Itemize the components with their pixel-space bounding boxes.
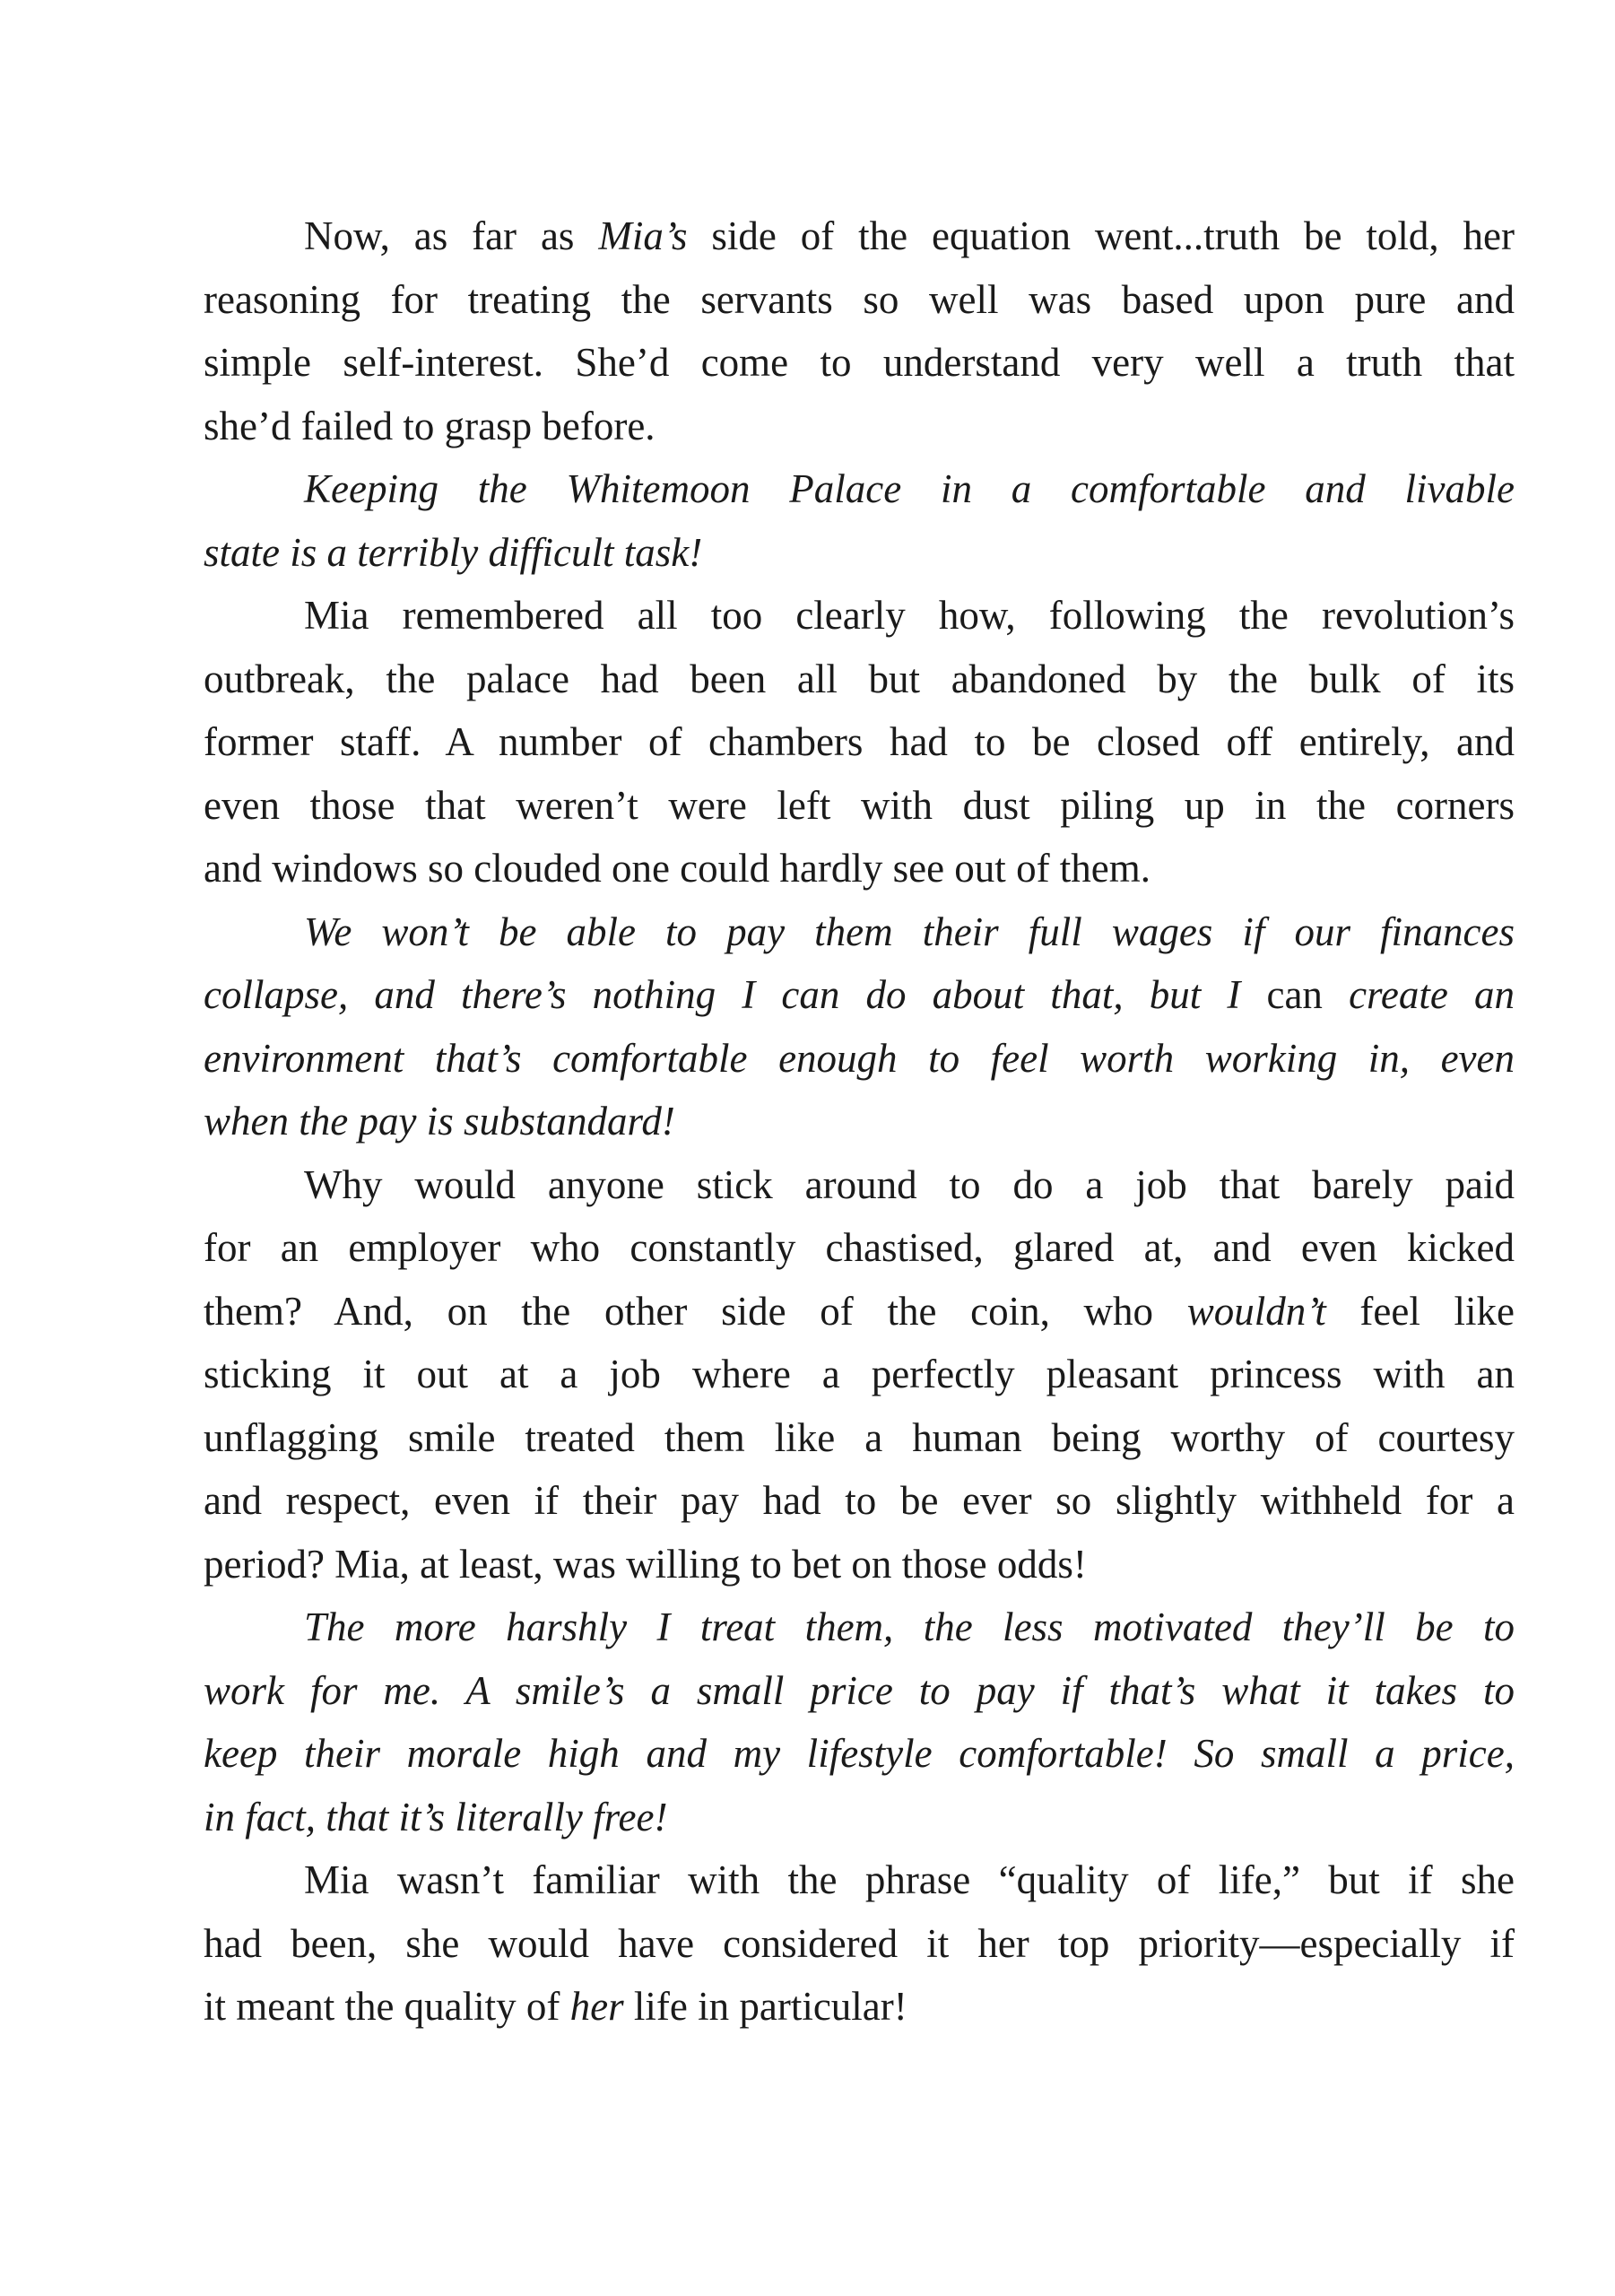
paragraph	[204, 204, 1515, 457]
text-line	[204, 774, 1515, 838]
text-line	[204, 1027, 1515, 1091]
text-line	[204, 1912, 1515, 1976]
text-run: state is a terribly difficult task!	[204, 529, 703, 575]
text-line	[204, 1343, 1515, 1406]
text-run: Mia remembered all too clearly how, following the revolution’s	[304, 593, 1515, 638]
text-line	[204, 710, 1515, 774]
text-line	[204, 1153, 1515, 1217]
text-line	[204, 1659, 1515, 1723]
text-run: collapse, and there’s nothing I can do about that, but I	[204, 972, 1267, 1017]
text-run: side of the equation went...truth be told, her	[687, 213, 1515, 258]
text-run: unflagging smile treated them like a human being worthy of courtesy	[204, 1414, 1515, 1460]
text-run: Mia wasn’t familiar with the phrase “quality of life,” but if she	[304, 1857, 1515, 1902]
text-line	[204, 1975, 1515, 2039]
text-run: Now, as far as	[304, 213, 599, 258]
emphasis-run: her	[569, 1984, 624, 2029]
book-page	[204, 204, 1515, 2039]
text-run: keep their morale high and my lifestyle comfortable! So small a price,	[204, 1731, 1515, 1776]
text-line	[204, 963, 1515, 1027]
paragraph	[204, 457, 1515, 584]
text-run: in fact, that it’s literally free!	[204, 1794, 668, 1839]
text-line	[204, 1469, 1515, 1533]
text-run: for an employer who constantly chastised, glared at, and even kicked	[204, 1225, 1515, 1270]
text-run: she’d failed to grasp before.	[204, 403, 656, 448]
text-line	[204, 1090, 1515, 1153]
text-run: Keeping the Whitemoon Palace in a comfortable and livable	[304, 466, 1515, 511]
text-run: simple self-interest. She’d come to understand very well a truth that	[204, 340, 1515, 385]
text-run: work for me. A smile’s a small price to pay if that’s what it takes to	[204, 1667, 1515, 1713]
emphasis-run: wouldn’t	[1186, 1288, 1326, 1334]
paragraph	[204, 1153, 1515, 1596]
text-run: them? And, on the other side of the coin, who	[204, 1288, 1187, 1334]
text-line	[204, 1216, 1515, 1280]
paragraph	[204, 900, 1515, 1153]
text-run: outbreak, the palace had been all but abandoned by the bulk of its	[204, 656, 1515, 701]
text-line	[204, 268, 1515, 332]
text-run: life in particular!	[623, 1984, 907, 2029]
text-run: and respect, even if their pay had to be ever so slightly withheld for a	[204, 1478, 1515, 1523]
text-line	[204, 395, 1515, 458]
text-run: We won’t be able to pay them their full wages if our finances	[304, 909, 1515, 954]
text-line	[204, 837, 1515, 900]
text-line	[204, 1786, 1515, 1849]
text-run: reasoning for treating the servants so well was based upon pure and	[204, 276, 1515, 322]
text-run: and windows so clouded one could hardly see out of them.	[204, 846, 1151, 891]
text-line	[204, 1596, 1515, 1659]
text-run: had been, she would have considered it her top priority—especially if	[204, 1920, 1515, 1966]
text-line	[204, 1722, 1515, 1786]
text-line	[204, 457, 1515, 521]
text-line	[204, 204, 1515, 268]
text-run: feel like	[1325, 1288, 1515, 1334]
text-line	[204, 521, 1515, 585]
text-line	[204, 1280, 1515, 1344]
text-run: Why would anyone stick around to do a job that barely paid	[304, 1161, 1515, 1207]
text-line	[204, 584, 1515, 648]
paragraph	[204, 1596, 1515, 1848]
paragraph	[204, 1848, 1515, 2039]
text-run: when the pay is substandard!	[204, 1099, 675, 1144]
text-run: period? Mia, at least, was willing to bet on those odds!	[204, 1541, 1087, 1587]
text-run: former staff. A number of chambers had to be closed off entirely, and	[204, 719, 1515, 764]
text-line	[204, 1533, 1515, 1596]
text-run: create an	[1322, 972, 1515, 1017]
text-run: even those that weren’t were left with dust piling up in the corners	[204, 782, 1515, 828]
text-line	[204, 1406, 1515, 1470]
emphasis-run: can	[1266, 972, 1323, 1017]
text-run: environment that’s comfortable enough to feel worth working in, even	[204, 1035, 1515, 1081]
text-line	[204, 900, 1515, 964]
text-line	[204, 331, 1515, 395]
text-run: sticking it out at a job where a perfectly pleasant princess with an	[204, 1352, 1515, 1396]
text-line	[204, 1848, 1515, 1912]
body-text	[204, 204, 1515, 2039]
emphasis-run: Mia’s	[598, 213, 688, 258]
text-run: The more harshly I treat them, the less motivated they’ll be to	[304, 1605, 1515, 1649]
text-run: it meant the quality of	[204, 1984, 570, 2029]
text-line	[204, 648, 1515, 711]
paragraph	[204, 584, 1515, 900]
